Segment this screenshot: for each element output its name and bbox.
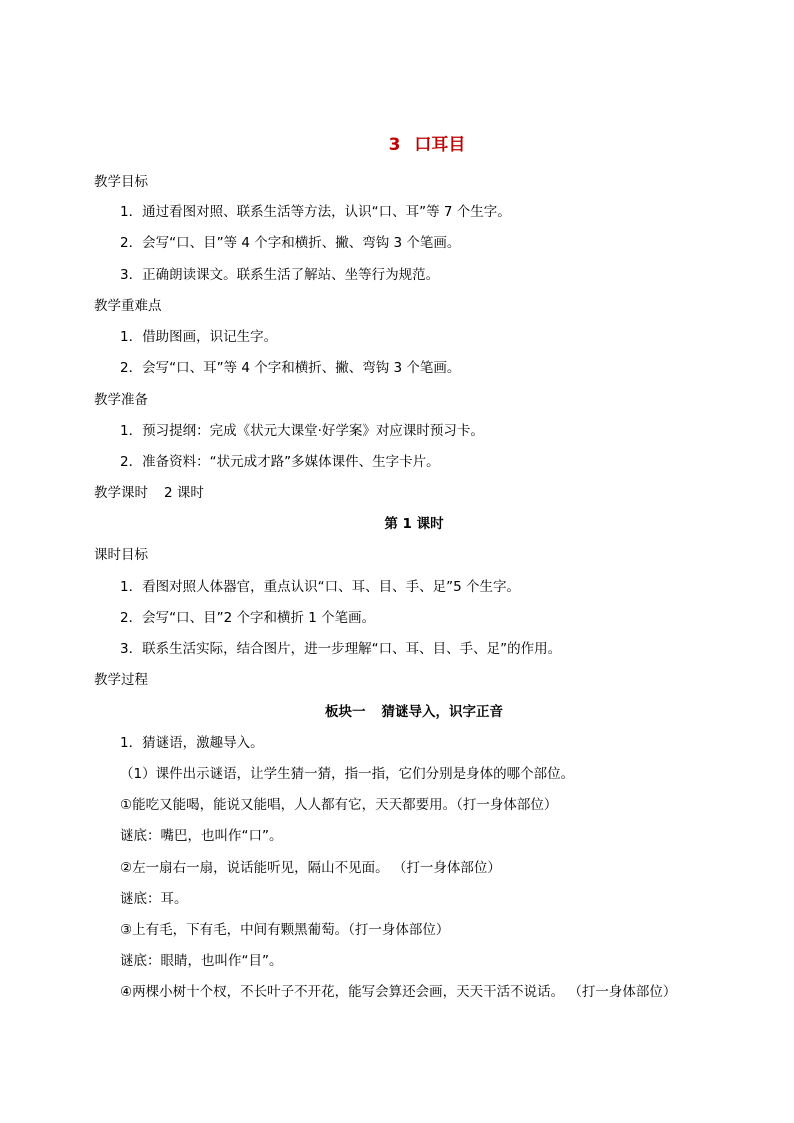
section-key-points: 教学重难点 xyxy=(94,298,162,314)
block-1-heading xyxy=(0,702,794,722)
section-teaching-goals: 教学目标 xyxy=(94,174,148,190)
section-teaching-process: 教学过程 xyxy=(94,672,148,688)
goal-item-1: 1．通过看图对照、联系生活等方法，认识“口、耳”等 7 个生字。 xyxy=(120,204,511,220)
block-1-label: 板块一 xyxy=(325,704,366,720)
step-1: 1．猜谜语，激趣导入。 xyxy=(120,735,264,751)
goal-item-3: 3．正确朗读课文。联系生活了解站、坐等行为规范。 xyxy=(120,267,440,283)
step-1-1: （1）课件出示谜语，让学生猜一猜，指一指，它们分别是身体的哪个部位。 xyxy=(120,766,575,782)
lesson-goal-1: 1．看图对照人体器官，重点认识“口、耳、目、手、足”5 个生字。 xyxy=(120,579,520,595)
lesson-title xyxy=(0,133,794,157)
answer-2: 谜底：耳。 xyxy=(120,891,188,907)
answer-3: 谜底：眼睛，也叫作“目”。 xyxy=(120,953,283,969)
goal-item-2: 2．会写“口、目”等 4 个字和横折、撇、弯钩 3 个笔画。 xyxy=(120,235,461,251)
key-item-1: 1．借助图画，识记生字。 xyxy=(120,329,278,345)
lesson-1-heading: 第 1 课时 xyxy=(384,516,444,532)
prep-item-1: 1．预习提纲：完成《状元大课堂·好学案》对应课时预习卡。 xyxy=(120,423,484,439)
key-item-2: 2．会写“口、耳”等 4 个字和横折、撇、弯钩 3 个笔画。 xyxy=(120,360,461,376)
lesson-goal-2: 2．会写“口、目”2 个字和横折 1 个笔画。 xyxy=(120,610,376,626)
lesson-title-text: 口耳目 xyxy=(414,135,466,155)
section-lesson-goals: 课时目标 xyxy=(94,547,148,563)
riddle-2: ②左一扇右一扇，说话能听见，隔山不见面。 （打一身体部位） xyxy=(120,860,501,876)
lesson-goal-3: 3．联系生活实际，结合图片，进一步理解“口、耳、目、手、足”的作用。 xyxy=(120,641,562,657)
section-preparation: 教学准备 xyxy=(94,392,148,408)
riddle-3: ③上有毛，下有毛，中间有颗黑葡萄。（打一身体部位） xyxy=(120,922,450,938)
class-hours-value: 2 课时 xyxy=(164,485,204,501)
block-1-title: 猜谜导入，识字正音 xyxy=(381,704,503,720)
class-hours-label: 教学课时 xyxy=(94,485,148,501)
lesson-number: 3 xyxy=(388,135,401,155)
prep-item-2: 2．准备资料：“状元成才路”多媒体课件、生字卡片。 xyxy=(120,454,440,470)
riddle-4: ④两棵小树十个杈，不长叶子不开花，能写会算还会画，天天干活不说话。 （打一身体部位） xyxy=(120,984,677,1000)
answer-1: 谜底：嘴巴，也叫作“口”。 xyxy=(120,828,283,844)
riddle-1: ①能吃又能喝，能说又能唱，人人都有它，天天都要用。（打一身体部位） xyxy=(120,797,558,813)
section-class-hours xyxy=(94,483,204,503)
